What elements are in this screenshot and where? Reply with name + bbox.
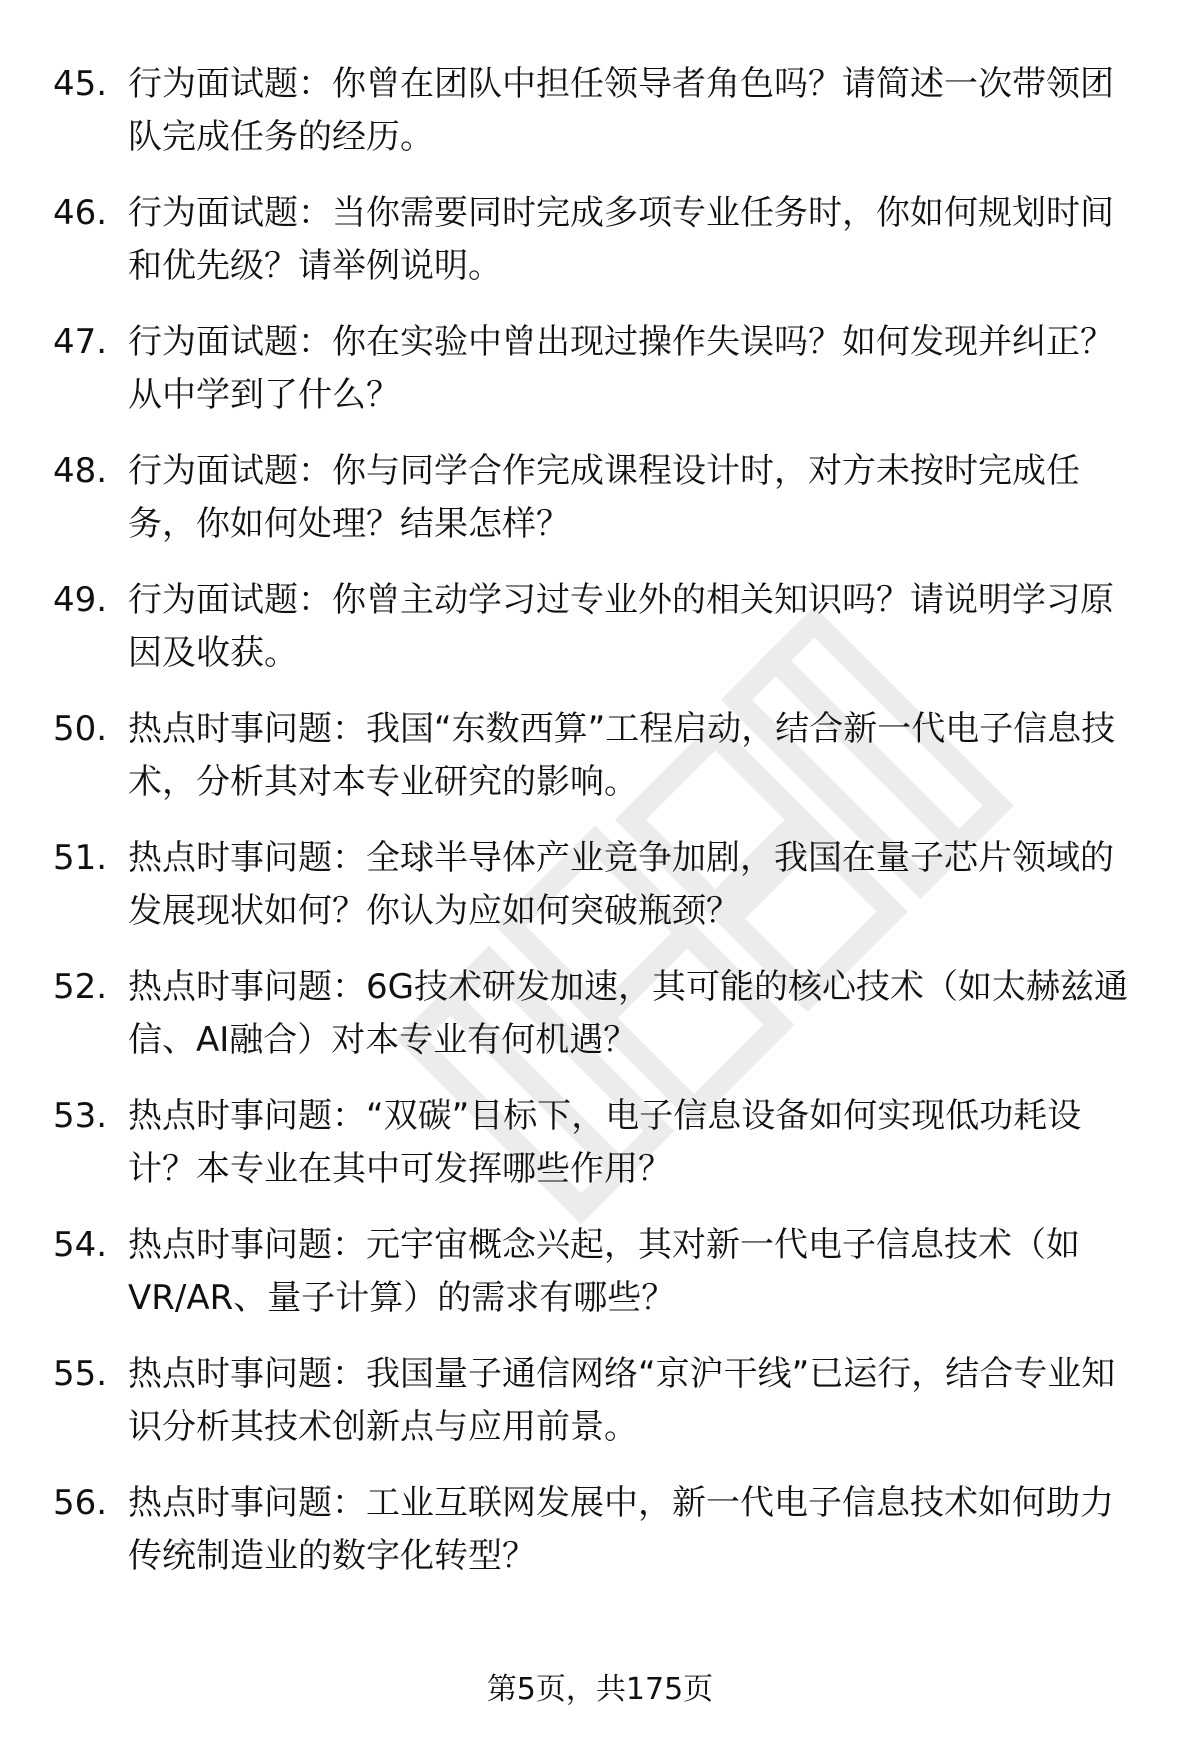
page-number-footer: 第5页，共175页 — [486, 1672, 714, 1707]
question-item — [0, 1090, 1200, 1196]
question-text: 行为面试题：你曾主动学习过专业外的相关知识吗？请说明学习原因及收获。 — [128, 580, 1114, 673]
question-number: 51. — [53, 838, 108, 878]
question-item — [0, 187, 1200, 293]
question-text: 热点时事问题：元宇宙概念兴起，其对新一代电子信息技术（如VR/AR、量子计算）的需求有哪些？ — [128, 1225, 1080, 1318]
question-text: 行为面试题：你与同学合作完成课程设计时，对方未按时完成任务，你如何处理？结果怎样？ — [128, 451, 1080, 544]
question-item — [0, 703, 1200, 809]
question-text: 行为面试题：你在实验中曾出现过操作失误吗？如何发现并纠正？从中学到了什么？ — [128, 322, 1114, 415]
question-text: 热点时事问题：6G技术研发加速，其可能的核心技术（如太赫兹通信、AI融合）对本专业有何机遇？ — [128, 967, 1128, 1060]
question-text: 行为面试题：你曾在团队中担任领导者角色吗？请简述一次带领团队完成任务的经历。 — [128, 64, 1114, 157]
question-number: 56. — [53, 1483, 108, 1523]
question-item — [0, 574, 1200, 680]
question-item — [0, 1477, 1200, 1583]
question-number: 52. — [53, 967, 108, 1007]
question-number: 50. — [53, 709, 108, 749]
question-text: 热点时事问题：我国“东数西算”工程启动，结合新一代电子信息技术，分析其对本专业研究的影响。 — [128, 709, 1116, 802]
question-number: 54. — [53, 1225, 108, 1265]
question-number: 49. — [53, 580, 108, 620]
question-item — [0, 58, 1200, 164]
question-number: 47. — [53, 322, 108, 362]
question-item — [0, 445, 1200, 551]
question-number: 48. — [53, 451, 108, 491]
question-text: 热点时事问题：工业互联网发展中，新一代电子信息技术如何助力传统制造业的数字化转型？ — [128, 1483, 1114, 1576]
question-text: 行为面试题：当你需要同时完成多项专业任务时，你如何规划时间和优先级？请举例说明。 — [128, 193, 1114, 286]
question-item — [0, 832, 1200, 938]
question-text: 热点时事问题：我国量子通信网络“京沪干线”已运行，结合专业知识分析其技术创新点与应用前景。 — [128, 1354, 1116, 1447]
question-item — [0, 961, 1200, 1067]
question-item — [0, 1219, 1200, 1325]
question-number: 46. — [53, 193, 108, 233]
question-number: 55. — [53, 1354, 108, 1394]
question-item — [0, 1348, 1200, 1454]
question-list — [0, 58, 1200, 1606]
question-text: 热点时事问题：“双碳”目标下，电子信息设备如何实现低功耗设计？本专业在其中可发挥哪些作用？ — [128, 1096, 1082, 1189]
question-number: 45. — [53, 64, 108, 104]
question-item — [0, 316, 1200, 422]
question-number: 53. — [53, 1096, 108, 1136]
question-text: 热点时事问题：全球半导体产业竞争加剧，我国在量子芯片领域的发展现状如何？你认为应如何突破瓶颈？ — [128, 838, 1114, 931]
